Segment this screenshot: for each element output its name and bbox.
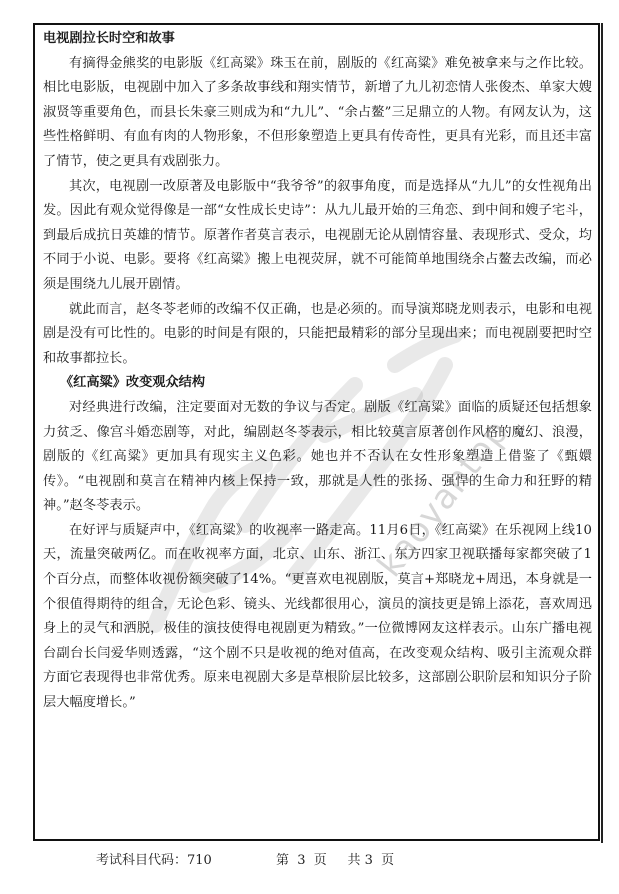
section-heading: 《红高粱》改变观众结构 — [60, 375, 206, 391]
paragraph: 就此而言，赵冬苓老师的改编不仅正确，也是必须的。而导演郑晓龙则表示，电影和电视剧是没有可比性的。电影的时间是有限的，只能把最精彩的部分呈现出来；而电视剧要把时空和故事都拉长。 — [43, 301, 592, 366]
paragraph: 其次，电视剧一改原著及电影版中“我爷爷”的叙事角度，而是选择从“九儿”的女性视角出发。因此有观众觉得像是一部“女性成长史诗”：从九儿最开始的三角恋、到中间和嫂子宅斗，到最后成抗日英雄的情节。原著作者莫言表示，电视剧无论从剧情容量、表现形式、受众，均不同于小说、电影。要将《红高粱》搬上电视荧屏，就不可能简单地围绕余占鳌去改编，而必须是围绕九儿展开剧情。 — [43, 178, 592, 292]
page-footer — [96, 849, 395, 894]
page-number: 第 3 页 共 3 页 — [276, 853, 395, 868]
paragraph: 在好评与质疑声中，《红高粱》的收视率一路走高。11月6日，《红高粱》在乐视网上线10天，流量突破两亿。而在收视率方面，北京、山东、浙江、东方四家卫视联播每家都突破了1个百分点，而整体收视份额突破了14%。“更喜欢电视剧版，莫言+郑晓龙+周迅，本身就是一个很值得期待的组合，无论色彩、镜头、光线都很用心，演员的演技更是锦上添花，喜欢周迅身上的灵气和洒脱，极佳的演技使得电视剧更为精致。”一位微博网友这样表示。山东广播电视台副台长闫爱华则透露，“这个剧不只是收视的绝对值高，在改变观众结构、吸引主流观众群方面它表现得也非常优秀。原来电视剧大多是草根阶层比较多，这部剧公职阶层和知识分子阶层大幅度增长。” — [43, 522, 592, 711]
paragraph: 有摘得金熊奖的电影版《红高粱》珠玉在前，剧版的《红高粱》难免被拿来与之作比较。相比电影版，电视剧中加入了多条故事线和翔实情节，新增了九儿初恋情人张俊杰、单家大嫂淑贤等重要角色，而县长朱豪三则成为和“九儿”、“余占鳌”三足鼎立的人物。有网友认为，这些性格鲜明、有血有肉的人物形象，不但形象塑造上更具有传奇性，更具有光彩，而且还丰富了情节，使之更具有戏剧张力。 — [43, 55, 592, 169]
text-watermark: kaoyantop — [370, 411, 518, 585]
paragraph: 对经典进行改编，注定要面对无数的争议与否定。剧版《红高粱》面临的质疑还包括想象力贫乏、像宫斗婚恋剧等，对此，编剧赵冬苓表示，相比较莫言原著创作风格的魔幻、浪漫，剧版的《红高粱》更加具有现实主义色彩。她也并不否认在女性形象塑造上借鉴了《甄嬛传》。“电视剧和莫言在精神内核上保持一致，那就是人性的张扬、强悍的生命力和狂野的精神。”赵冬苓表示。 — [43, 399, 592, 514]
document-body — [43, 27, 592, 716]
section-heading: 电视剧拉长时空和故事 — [43, 31, 175, 46]
exam-page-frame — [33, 23, 600, 841]
subject-code: 考试科目代码：710 — [96, 853, 212, 868]
